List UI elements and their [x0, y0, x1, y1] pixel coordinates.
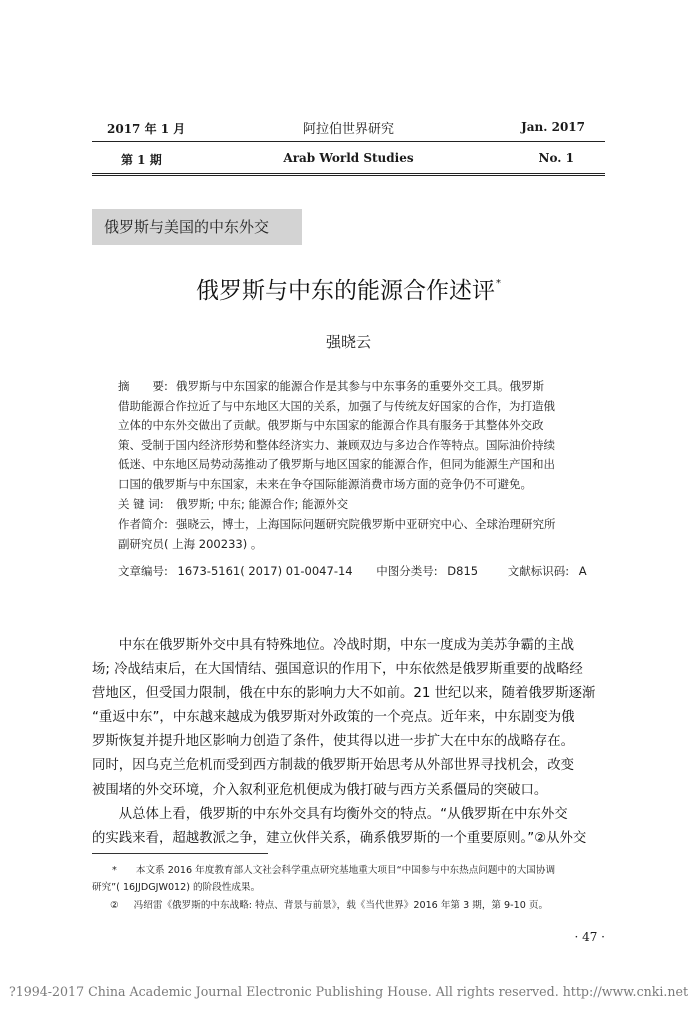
article-no-label: 文章编号: — [118, 564, 168, 578]
title-text: 俄罗斯与中东的能源合作述评 — [196, 278, 495, 304]
keywords-value: 俄罗斯; 中东; 能源合作; 能源外交 — [176, 497, 349, 511]
clc-label: 中图分类号: — [376, 564, 438, 578]
abstract-line — [118, 377, 590, 397]
body-line: 场; 冷战结束后，在大国情结、强国意识的作用下，中东依然是俄罗斯重要的战略经 — [92, 662, 583, 678]
author-name: 强晓云 — [325, 333, 371, 351]
header-date-en: Jan. 2017 — [521, 120, 585, 134]
body-line: 的实践来看，超越教派之争，建立伙伴关系，确系俄罗斯的一个重要原则。”②从外交 — [92, 830, 587, 846]
header-date-cn: 2017 年 1 月 — [107, 122, 186, 136]
footnote-2-mark: ② — [110, 900, 119, 911]
header-rule — [92, 141, 605, 142]
author-bio-line2: 副研究员( 上海 200233) 。 — [118, 537, 263, 551]
abstract-label: 摘 要: — [118, 379, 168, 393]
footnote-2-text: 冯绍雷《俄罗斯的中东战略: 特点、背景与前景》，载《当代世界》2016 年第 3 期，第 9-10 页。 — [133, 900, 549, 911]
footnote-rule — [92, 853, 268, 854]
body-line: 营地区，但受国力限制，俄在中东的影响力大不如前。21 世纪以来，随着俄罗斯逐渐 — [92, 686, 596, 702]
header-journal-en: Arab World Studies — [283, 151, 414, 165]
footnote-1-line2: 研究”( 16JJDGJW012) 的阶段性成果。 — [92, 882, 261, 893]
article-title — [0, 272, 697, 305]
section-tag: 俄罗斯与美国的中东外交 — [92, 209, 302, 245]
abstract-line: 借助能源合作拉近了与中东地区大国的关系，加强了与传统友好国家的合作，为打造俄 — [118, 398, 555, 413]
abstract-line: 策、受制于国内经济形势和整体经济实力、兼顾双边与多边合作等特点。国际油价持续 — [118, 437, 555, 452]
article-info-row — [118, 562, 587, 582]
body-line: 罗斯恢复并提升地区影响力创造了条件，使其得以进一步扩大在中东的战略存在。 — [92, 734, 575, 750]
abstract-line: 口国的俄罗斯与中东国家，未来在争夺国际能源消费市场方面的竞争仍不可避免。 — [118, 476, 532, 491]
copyright-footer: ?1994-2017 China Academic Journal Electronic Publishing House. All rights reserved. http://www.cnki.net — [8, 984, 689, 999]
abstract-line: 低迷、中东地区局势动荡推动了俄罗斯与地区国家的能源合作，但同为能源生产国和出 — [118, 457, 555, 472]
clc-code: D815 — [447, 564, 479, 578]
body-line: 同时，因乌克兰危机而受到西方制裁的俄罗斯开始思考从外部世界寻找机会，改变 — [92, 758, 575, 774]
keywords-label: 关 键 词: — [118, 497, 164, 511]
doc-code-label: 文献标识码: — [507, 564, 570, 578]
body-line: “重返中东”，中东越来越成为俄罗斯对外政策的一个亮点。近年来，中东剧变为俄 — [92, 710, 575, 726]
body-line: 被围堵的外交环境，介入叙利亚危机便成为俄打破与西方关系僵局的突破口。 — [92, 782, 548, 798]
header-issue-cn: 第 1 期 — [121, 153, 162, 167]
body-line: 中东在俄罗斯外交中具有特殊地位。冷战时期，中东一度成为美苏争霸的主战 — [92, 638, 575, 653]
footnote-1-line1: 本文系 2016 年度教育部人文社会科学重点研究基地重大项目“中国参与中东热点问题中的大国协调 — [135, 865, 556, 876]
doc-code: A — [578, 564, 587, 578]
header-issue-en: No. 1 — [538, 151, 574, 165]
header-double-rule — [92, 173, 605, 176]
author-bio-label: 作者简介: — [118, 517, 168, 531]
abstract-text: 俄罗斯与中东国家的能源合作是其参与中东事务的重要外交工具。俄罗斯 — [176, 379, 544, 393]
footnote-2 — [110, 897, 548, 914]
footnote-1 — [112, 862, 555, 879]
abstract-block — [118, 377, 590, 495]
title-footnote-mark: * — [496, 278, 501, 289]
author-bio-line1: 强晓云，博士，上海国际问题研究院俄罗斯中亚研究中心、全球治理研究所 — [176, 517, 556, 531]
article-no: 1673-5161( 2017) 01-0047-14 — [177, 564, 353, 578]
body-text — [92, 634, 606, 851]
footnote-1-mark: * — [112, 865, 117, 876]
keywords-row — [118, 495, 348, 515]
body-line: 从总体上看，俄罗斯的中东外交具有均衡外交的特点。“从俄罗斯在中东外交 — [92, 806, 568, 822]
page-number: · 47 · — [574, 930, 605, 944]
header-journal-cn: 阿拉伯世界研究 — [302, 122, 394, 137]
abstract-line: 立体的中东外交做出了贡献。俄罗斯与中东国家的能源合作具有服务于其整体外交政 — [118, 418, 544, 433]
author-bio-row — [118, 515, 556, 535]
